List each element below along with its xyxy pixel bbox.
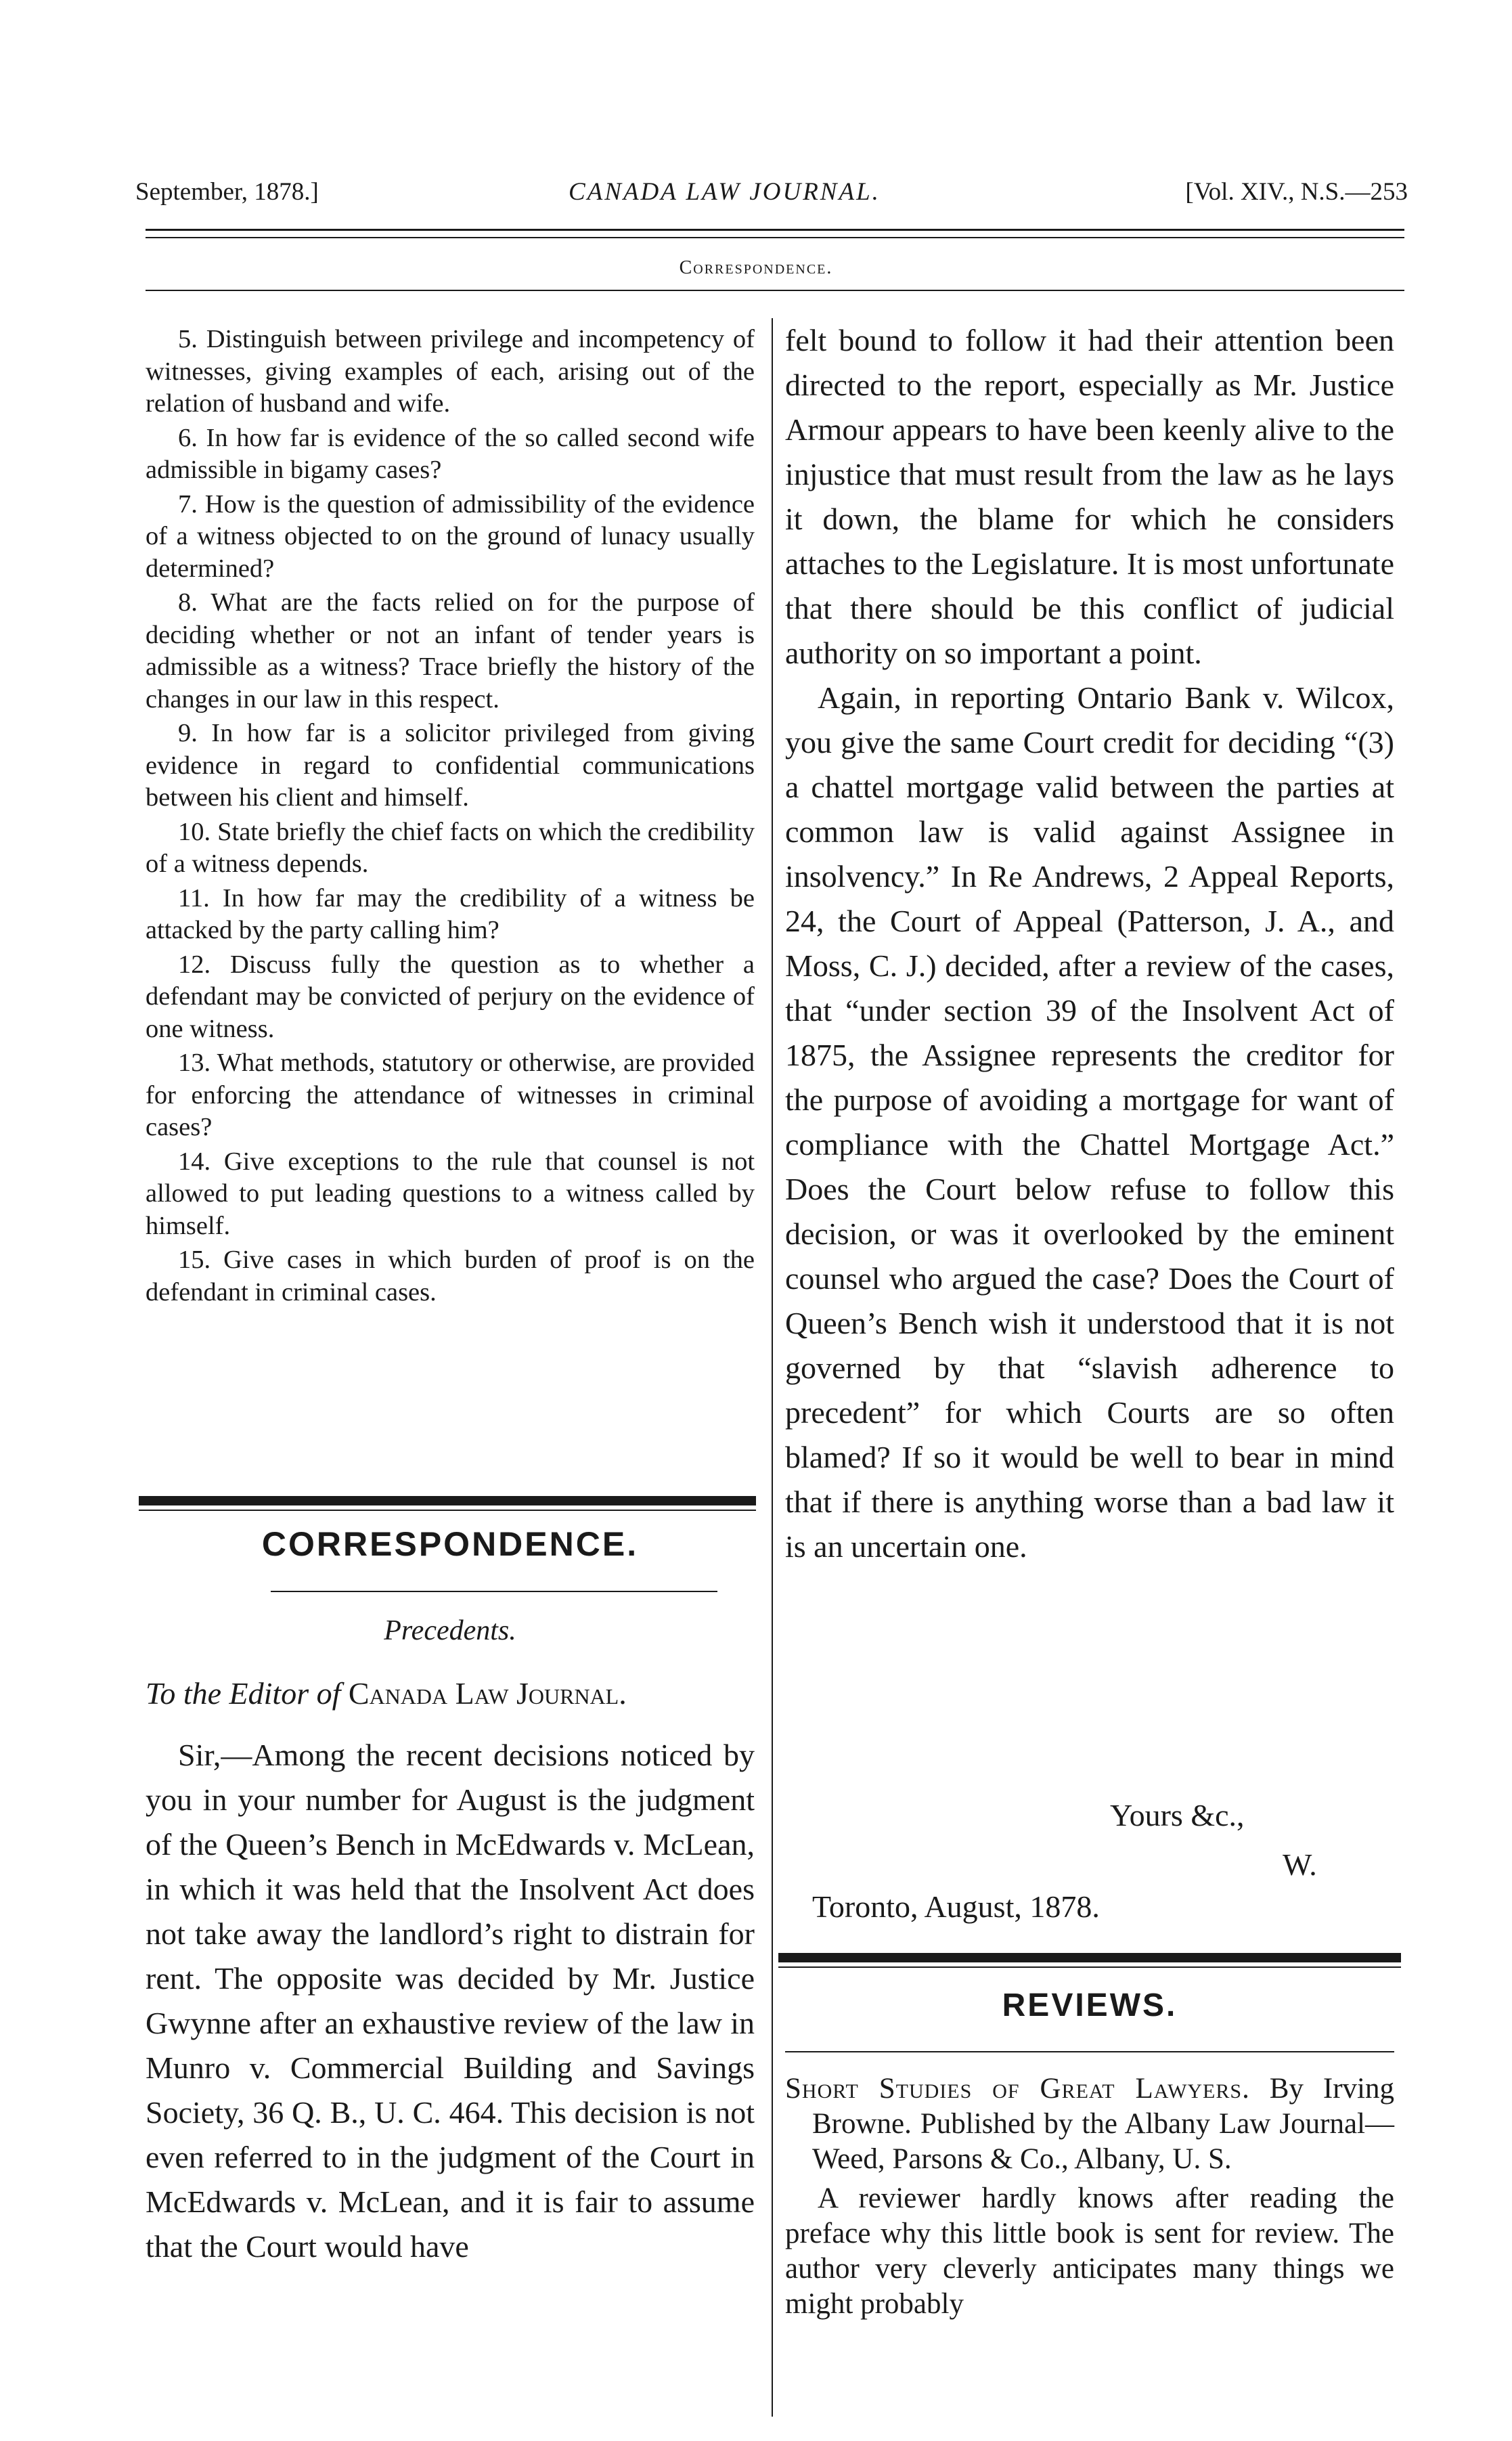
question-text: In how far is evidence of the so called second wife admissible in bigamy cases?: [146, 423, 755, 484]
header-date: September, 1878.]: [135, 178, 319, 206]
question-text: What methods, statutory or otherwise, are provided for enforcing the attendance of witnesses in criminal cases?: [146, 1049, 755, 1141]
question-number: 14.: [178, 1147, 211, 1176]
question-item: [146, 489, 755, 586]
question-item: [146, 1047, 755, 1144]
question-number: 15.: [178, 1246, 211, 1274]
letter-closing: Yours &c.,: [1110, 1798, 1245, 1832]
letter-paragraph-2: Again, in reporting Ontario Bank v. Wilcox, you give the same Court credit for deciding “(3) a chattel mortgage valid between the parties at common law is valid against Assignee in insolvency.” In Re Andrews, 2 Appeal Reports, 24, the Court of Appeal (Patterson, J. A., and Moss, C. J.) decided, after a review of the cases, that “under section 39 of the Insolvent Act of 1875, the Assignee represents the creditor for the purpose of avoiding a mortgage for want of compliance with the Chattel Mortgage Act.” Does the Court below refuse to follow this decision, or was it overlooked by the eminent counsel who argued the case? Does the Court of Queen’s Bench wish it understood that it is not governed by that “slavish adherence to precedent” for which Courts are so often blamed? If so it would be well to bear in mind that if there is anything worse than a bad law it is an uncertain one.: [785, 680, 1394, 1564]
question-item: [146, 718, 755, 814]
journal-title: CANADA LAW JOURNAL.: [569, 178, 881, 206]
letter-left-column: [146, 1733, 755, 2269]
question-text: In how far is a solicitor privileged from giving evidence in regard to confidential communications between his client and himself.: [146, 719, 755, 812]
question-text: Give exceptions to the rule that counsel is not allowed to put leading questions to a witness called by himself.: [146, 1147, 755, 1240]
book-title: Short Studies of Great Lawyers.: [785, 2073, 1250, 2105]
heavy-rule-reviews: [778, 1953, 1401, 1962]
review-paragraph: A reviewer hardly knows after reading the preface why this little book is sent for review. The author very cleverly anticipates many things we might probably: [785, 2182, 1394, 2320]
question-number: 13.: [178, 1049, 211, 1077]
question-item: [146, 949, 755, 1046]
book-citation: By Irving Browne. Published by the Albany Law Journal—Weed, Parsons & Co., Albany, U. S.: [812, 2073, 1394, 2175]
header-double-rule: [146, 229, 1404, 238]
question-number: 6.: [178, 423, 198, 452]
question-item: [146, 422, 755, 487]
question-number: 7.: [178, 489, 198, 519]
letter-paragraph-1: Sir,—Among the recent decisions noticed by you in your number for August is the judgment of the Queen’s Bench in McEdwards v. McLean, in which it was held that the Insolvent Act does not take away the landlord’s right to distrain for rent. The opposite was decided by Mr. Justice Gwynne after an exhaustive review of the law in Munro v. Commercial Building and Savings Society, 36 Q. B., U. C. 464. This decision is not even referred to in the judgment of the Court in McEdwards v. McLean, and it is fair to assume that the Court would have: [146, 1738, 755, 2264]
letter-signature: W.: [1283, 1847, 1317, 1882]
question-text: Give cases in which burden of proof is on the defendant in criminal cases.: [146, 1246, 755, 1306]
question-text: Discuss fully the question as to whether a defendant may be convicted of perjury on the evidence of one witness.: [146, 950, 755, 1043]
heavy-rule-correspondence: [139, 1496, 756, 1505]
address-prefix: To the Editor of: [146, 1676, 341, 1711]
question-item: [146, 1146, 755, 1243]
question-item: [146, 883, 755, 947]
question-text: State briefly the chief facts on which the credibility of a witness depends.: [146, 817, 755, 878]
question-text: In how far may the credibility of a witness be attacked by the party calling him?: [146, 883, 755, 944]
address-journal: Canada Law Journal.: [348, 1676, 627, 1711]
question-number: 8.: [178, 588, 198, 617]
review-citation: [785, 2071, 1394, 2177]
review-section: [785, 2071, 1394, 2326]
question-number: 5.: [178, 325, 198, 353]
section-rule: [146, 290, 1404, 291]
question-item: [146, 1244, 755, 1309]
question-item: [146, 324, 755, 420]
question-text: How is the question of admissibility of the evidence of a witness objected to on the ground of lunacy usually determined?: [146, 489, 755, 583]
reviews-underline: [785, 2051, 1394, 2052]
letter-subheading: Precedents.: [384, 1615, 516, 1646]
question-number: 12.: [178, 950, 211, 979]
correspondence-underline: [271, 1591, 717, 1592]
letter-right-column: [785, 318, 1394, 1569]
letter-paragraph-continued: felt bound to follow it had their attention been directed to the report, especially as Mr. Justice Armour appears to have been keenly alive to the injustice that must result from the law as he lays it down, the blame for which he considers attaches to the Legislature. It is most unfortunate that there should be this conflict of judicial authority on so important a point.: [785, 323, 1394, 670]
letter-place-date: Toronto, August, 1878.: [812, 1889, 1100, 1924]
question-text: Distinguish between privilege and incompetency of witnesses, giving examples of each, arising out of the relation of husband and wife.: [146, 325, 755, 418]
question-item: [146, 816, 755, 881]
thin-rule-reviews: [778, 1966, 1401, 1968]
running-header: [135, 177, 1408, 218]
letter-address: [146, 1675, 755, 1711]
question-number: 11.: [178, 883, 210, 912]
question-number: 10.: [178, 817, 211, 846]
reviews-heading: REVIEWS.: [1002, 1987, 1178, 2023]
thin-rule-correspondence: [139, 1510, 756, 1511]
volume-page: [Vol. XIV., N.S.—253: [1185, 178, 1408, 206]
question-number: 9.: [178, 719, 198, 747]
correspondence-heading: CORRESPONDENCE.: [261, 1525, 639, 1563]
exam-questions: [146, 324, 755, 1311]
section-label: Correspondence.: [679, 257, 833, 278]
column-divider: [772, 318, 773, 2417]
question-text: What are the facts relied on for the purpose of deciding whether or not an infant of tender years is admissible as a witness? Trace briefly the history of the changes in our law in this respect.: [146, 588, 755, 713]
question-item: [146, 587, 755, 716]
